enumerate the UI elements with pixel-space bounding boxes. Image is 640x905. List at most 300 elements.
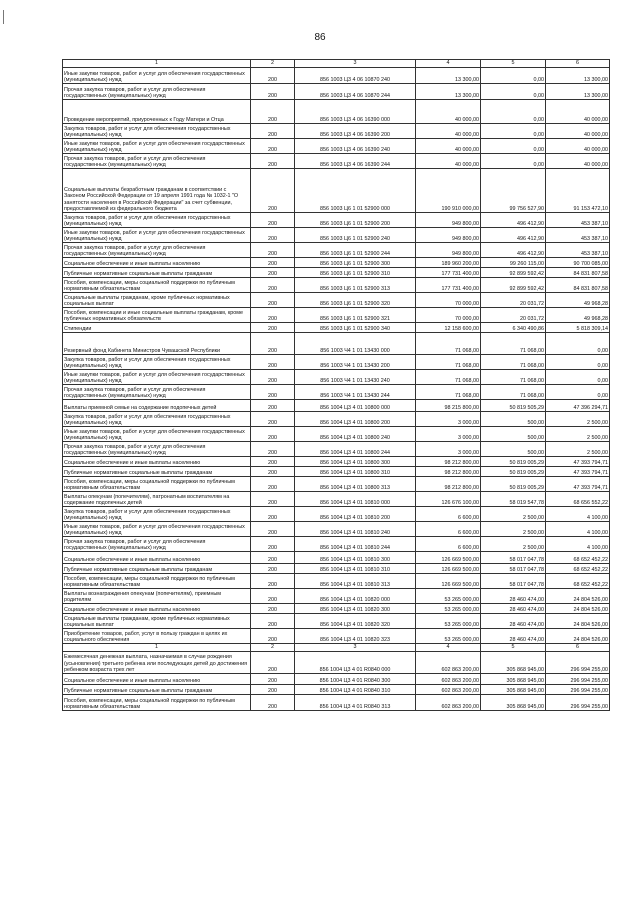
row-executed: 99 260 115,00 xyxy=(481,258,546,268)
row-approved: 53 265 000,00 xyxy=(416,604,481,614)
row-unexecuted: 24 804 526,00 xyxy=(546,629,610,644)
row-approved: 126 676 100,00 xyxy=(416,492,481,507)
row-classification: 856 1004 Ц3 4 01 10800 000 xyxy=(295,400,416,412)
table-row xyxy=(63,370,610,385)
row-executed: 58 019 547,78 xyxy=(481,492,546,507)
row-code: 200 xyxy=(251,507,295,522)
row-code: 200 xyxy=(251,674,295,685)
row-classification: 856 1004 Ц3 4 01 10810 310 xyxy=(295,564,416,574)
row-executed: 71 068,00 xyxy=(481,385,546,400)
row-approved: 53 265 000,00 xyxy=(416,629,481,644)
row-approved: 190 910 000,00 xyxy=(416,169,481,213)
row-executed: 0,00 xyxy=(481,154,546,169)
row-unexecuted: 0,00 xyxy=(546,385,610,400)
table-row xyxy=(63,355,610,370)
header-cell: 4 xyxy=(416,60,481,68)
row-code: 200 xyxy=(251,355,295,370)
table-row xyxy=(63,537,610,552)
row-code: 200 xyxy=(251,278,295,293)
table-row xyxy=(63,492,610,507)
row-executed: 305 868 945,00 xyxy=(481,695,546,711)
row-executed: 99 756 527,90 xyxy=(481,169,546,213)
row-approved: 949 800,00 xyxy=(416,243,481,258)
row-name: Ежемесячная денежная выплата, назначаемая в случае рождения (усыновления) третьего ребенка или последующих детей до достижения ребенком возраста трех лет xyxy=(63,652,251,674)
row-name: Социальное обеспечение и иные выплаты населению xyxy=(63,552,251,564)
row-name: Публичные нормативные социальные выплаты гражданам xyxy=(63,564,251,574)
row-code: 200 xyxy=(251,370,295,385)
table-row xyxy=(63,385,610,400)
row-code: 200 xyxy=(251,268,295,278)
table-row xyxy=(63,228,610,243)
row-classification: 856 1003 Ц6 1 01 52900 310 xyxy=(295,268,416,278)
table-row xyxy=(63,308,610,323)
row-code: 200 xyxy=(251,492,295,507)
row-classification: 856 1003 Ц6 1 01 52900 300 xyxy=(295,258,416,268)
table-row xyxy=(63,84,610,100)
row-unexecuted: 4 100,00 xyxy=(546,522,610,537)
row-unexecuted: 68 656 552,22 xyxy=(546,492,610,507)
table-row xyxy=(63,278,610,293)
row-code: 200 xyxy=(251,228,295,243)
table-row xyxy=(63,695,610,711)
row-executed: 0,00 xyxy=(481,124,546,139)
row-approved: 949 800,00 xyxy=(416,228,481,243)
row-approved: 40 000,00 xyxy=(416,154,481,169)
row-unexecuted: 47 396 294,71 xyxy=(546,400,610,412)
row-unexecuted: 296 994 255,00 xyxy=(546,652,610,674)
row-classification: 856 1004 Ц3 4 01 10820 300 xyxy=(295,604,416,614)
table-row xyxy=(63,293,610,308)
row-approved: 3 000,00 xyxy=(416,442,481,457)
row-unexecuted: 47 393 794,71 xyxy=(546,457,610,467)
table-row xyxy=(63,68,610,84)
row-unexecuted: 68 652 452,22 xyxy=(546,552,610,564)
row-approved: 3 000,00 xyxy=(416,427,481,442)
row-approved: 98 215 800,00 xyxy=(416,400,481,412)
row-unexecuted: 40 000,00 xyxy=(546,154,610,169)
table-row xyxy=(63,154,610,169)
row-unexecuted: 2 500,00 xyxy=(546,427,610,442)
row-executed: 28 460 474,00 xyxy=(481,614,546,629)
row-code: 200 xyxy=(251,385,295,400)
row-code: 200 xyxy=(251,604,295,614)
row-approved: 40 000,00 xyxy=(416,100,481,124)
table-row xyxy=(63,333,610,355)
row-approved: 602 863 200,00 xyxy=(416,652,481,674)
row-classification: 856 1003 Ц6 1 01 52900 240 xyxy=(295,228,416,243)
row-classification: 856 1003 Ц3 4 06 16390 244 xyxy=(295,154,416,169)
row-code: 200 xyxy=(251,243,295,258)
header-cell: 5 xyxy=(481,60,546,68)
row-approved: 40 000,00 xyxy=(416,139,481,154)
row-name: Иные закупки товаров, работ и услуг для обеспечения государственных (муниципальных) нужд xyxy=(63,68,251,84)
row-unexecuted: 40 000,00 xyxy=(546,124,610,139)
row-name: Закупка товаров, работ и услуг для обеспечения государственных (муниципальных) нужд xyxy=(63,213,251,228)
row-unexecuted: 2 500,00 xyxy=(546,442,610,457)
row-name: Социальное обеспечение и иные выплаты населению xyxy=(63,457,251,467)
row-code: 200 xyxy=(251,323,295,333)
row-code: 200 xyxy=(251,442,295,457)
row-classification: 856 1003 Ц6 1 01 52900 320 xyxy=(295,293,416,308)
row-approved: 602 863 200,00 xyxy=(416,685,481,695)
row-unexecuted: 47 393 794,71 xyxy=(546,467,610,477)
row-classification: 856 1004 Ц3 4 01 10800 200 xyxy=(295,412,416,427)
row-classification: 856 1003 Ч4 1 01 13430 200 xyxy=(295,355,416,370)
row-classification: 856 1003 Ц6 1 01 52900 313 xyxy=(295,278,416,293)
table-row xyxy=(63,522,610,537)
table-row xyxy=(63,427,610,442)
row-name: Прочая закупка товаров, работ и услуг для обеспечения государственных (муниципальных) нужд xyxy=(63,537,251,552)
row-code: 200 xyxy=(251,258,295,268)
page-number: 86 xyxy=(314,32,326,43)
row-unexecuted: 5 818 309,14 xyxy=(546,323,610,333)
table-row xyxy=(63,124,610,139)
column-number-header-repeat xyxy=(63,644,610,652)
row-unexecuted: 13 300,00 xyxy=(546,68,610,84)
row-unexecuted: 49 968,28 xyxy=(546,293,610,308)
row-name: Пособия, компенсации, меры социальной поддержки по публичным нормативным обязательствам xyxy=(63,278,251,293)
row-name: Пособия, компенсации и иные социальные выплаты гражданам, кроме публичных нормативных обязательств xyxy=(63,308,251,323)
row-classification: 856 1004 Ц3 4 01 10810 000 xyxy=(295,492,416,507)
row-classification: 856 1004 Ц3 4 01 10810 300 xyxy=(295,552,416,564)
row-executed: 50 819 005,29 xyxy=(481,467,546,477)
row-name: Социальные выплаты гражданам, кроме публичных нормативных социальных выплат xyxy=(63,293,251,308)
row-name: Публичные нормативные социальные выплаты гражданам xyxy=(63,467,251,477)
header-cell: 2 xyxy=(251,644,295,652)
row-code: 200 xyxy=(251,169,295,213)
row-approved: 602 863 200,00 xyxy=(416,695,481,711)
row-classification: 856 1004 Ц3 4 01 10820 000 xyxy=(295,589,416,604)
row-approved: 12 158 600,00 xyxy=(416,323,481,333)
budget-table xyxy=(62,59,610,711)
row-code: 200 xyxy=(251,100,295,124)
row-name: Пособия, компенсации, меры социальной поддержки по публичным нормативным обязательствам xyxy=(63,574,251,589)
row-classification: 856 1003 Ц6 1 01 52900 200 xyxy=(295,213,416,228)
row-unexecuted: 24 804 526,00 xyxy=(546,589,610,604)
row-executed: 496 412,90 xyxy=(481,243,546,258)
row-unexecuted: 49 968,28 xyxy=(546,308,610,323)
table-row xyxy=(63,674,610,685)
row-approved: 71 068,00 xyxy=(416,355,481,370)
row-classification: 856 1004 Ц3 4 01 R0840 300 xyxy=(295,674,416,685)
row-unexecuted: 47 393 794,71 xyxy=(546,477,610,492)
row-unexecuted: 0,00 xyxy=(546,333,610,355)
row-executed: 2 500,00 xyxy=(481,522,546,537)
row-approved: 70 000,00 xyxy=(416,293,481,308)
header-cell: 6 xyxy=(546,644,610,652)
row-approved: 98 212 800,00 xyxy=(416,477,481,492)
row-classification: 856 1003 Ц3 4 06 16390 000 xyxy=(295,100,416,124)
row-classification: 856 1003 Ц3 4 06 10870 240 xyxy=(295,68,416,84)
row-unexecuted: 0,00 xyxy=(546,370,610,385)
row-executed: 0,00 xyxy=(481,100,546,124)
row-code: 200 xyxy=(251,552,295,564)
row-name: Выплаты опекунам (попечителям), патронатным воспитателям на содержание подопечных детей xyxy=(63,492,251,507)
row-unexecuted: 453 387,10 xyxy=(546,213,610,228)
row-classification: 856 1004 Ц3 4 01 R0840 000 xyxy=(295,652,416,674)
row-approved: 53 265 000,00 xyxy=(416,589,481,604)
row-unexecuted: 40 000,00 xyxy=(546,100,610,124)
row-approved: 177 731 400,00 xyxy=(416,268,481,278)
row-classification: 856 1004 Ц3 4 01 10810 200 xyxy=(295,507,416,522)
table-row xyxy=(63,268,610,278)
row-code: 200 xyxy=(251,629,295,644)
row-executed: 500,00 xyxy=(481,412,546,427)
row-approved: 6 600,00 xyxy=(416,537,481,552)
table-row xyxy=(63,477,610,492)
row-code: 200 xyxy=(251,467,295,477)
header-cell: 2 xyxy=(251,60,295,68)
row-unexecuted: 68 652 452,22 xyxy=(546,574,610,589)
row-unexecuted: 68 652 452,22 xyxy=(546,564,610,574)
row-approved: 126 669 500,00 xyxy=(416,564,481,574)
row-approved: 6 600,00 xyxy=(416,507,481,522)
row-unexecuted: 296 994 255,00 xyxy=(546,695,610,711)
row-code: 200 xyxy=(251,695,295,711)
row-executed: 305 868 945,00 xyxy=(481,652,546,674)
row-classification: 856 1004 Ц3 4 01 R0840 310 xyxy=(295,685,416,695)
row-executed: 305 868 945,00 xyxy=(481,685,546,695)
row-approved: 189 960 200,00 xyxy=(416,258,481,268)
row-approved: 13 300,00 xyxy=(416,68,481,84)
header-cell: 1 xyxy=(63,60,251,68)
table-row xyxy=(63,169,610,213)
row-executed: 50 819 005,29 xyxy=(481,457,546,467)
row-unexecuted: 24 804 526,00 xyxy=(546,604,610,614)
row-classification: 856 1004 Ц3 4 01 10820 323 xyxy=(295,629,416,644)
row-code: 200 xyxy=(251,84,295,100)
row-classification: 856 1004 Ц3 4 01 10800 244 xyxy=(295,442,416,457)
table-row xyxy=(63,507,610,522)
row-code: 200 xyxy=(251,293,295,308)
row-approved: 71 068,00 xyxy=(416,333,481,355)
row-name: Стипендии xyxy=(63,323,251,333)
table-row xyxy=(63,614,610,629)
row-code: 200 xyxy=(251,564,295,574)
row-name: Пособия, компенсации, меры социальной поддержки по публичным нормативным обязательствам xyxy=(63,477,251,492)
row-executed: 305 868 945,00 xyxy=(481,674,546,685)
row-code: 200 xyxy=(251,537,295,552)
row-executed: 28 460 474,00 xyxy=(481,604,546,614)
row-code: 200 xyxy=(251,522,295,537)
row-executed: 500,00 xyxy=(481,442,546,457)
row-name: Закупка товаров, работ и услуг для обеспечения государственных (муниципальных) нужд xyxy=(63,507,251,522)
table-row xyxy=(63,139,610,154)
table-row xyxy=(63,629,610,644)
row-approved: 126 669 500,00 xyxy=(416,552,481,564)
row-code: 200 xyxy=(251,68,295,84)
row-classification: 856 1004 Ц3 4 01 10810 240 xyxy=(295,522,416,537)
row-executed: 92 899 592,42 xyxy=(481,278,546,293)
row-unexecuted: 296 994 255,00 xyxy=(546,685,610,695)
header-cell: 5 xyxy=(481,644,546,652)
row-code: 200 xyxy=(251,685,295,695)
row-name: Проведение мероприятий, приуроченных к Году Матери и Отца xyxy=(63,100,251,124)
row-classification: 856 1004 Ц3 4 01 10820 320 xyxy=(295,614,416,629)
row-code: 200 xyxy=(251,614,295,629)
row-unexecuted: 2 500,00 xyxy=(546,412,610,427)
row-approved: 949 800,00 xyxy=(416,213,481,228)
row-approved: 71 068,00 xyxy=(416,385,481,400)
table-row xyxy=(63,589,610,604)
row-executed: 6 340 490,86 xyxy=(481,323,546,333)
row-name: Закупка товаров, работ и услуг для обеспечения государственных (муниципальных) нужд xyxy=(63,124,251,139)
row-classification: 856 1003 Ц3 4 06 16390 240 xyxy=(295,139,416,154)
row-name: Приобретение товаров, работ, услуг в пользу граждан в целях их социального обеспечения xyxy=(63,629,251,644)
row-code: 200 xyxy=(251,154,295,169)
row-approved: 177 731 400,00 xyxy=(416,278,481,293)
row-name: Прочая закупка товаров, работ и услуг для обеспечения государственных (муниципальных) нужд xyxy=(63,84,251,100)
table-row xyxy=(63,100,610,124)
row-code: 200 xyxy=(251,124,295,139)
row-classification: 856 1003 Ц6 1 01 52900 321 xyxy=(295,308,416,323)
row-unexecuted: 84 831 807,58 xyxy=(546,268,610,278)
row-name: Иные закупки товаров, работ и услуг для обеспечения государственных (муниципальных) нужд xyxy=(63,427,251,442)
row-executed: 71 068,00 xyxy=(481,370,546,385)
table-row xyxy=(63,552,610,564)
row-code: 200 xyxy=(251,574,295,589)
row-classification: 856 1003 Ц3 4 06 10870 244 xyxy=(295,84,416,100)
row-classification: 856 1003 Ц6 1 01 52900 244 xyxy=(295,243,416,258)
row-executed: 496 412,90 xyxy=(481,213,546,228)
row-executed: 92 899 592,42 xyxy=(481,268,546,278)
row-classification: 856 1003 Ч4 1 01 13430 244 xyxy=(295,385,416,400)
row-name: Социальные выплаты безработным гражданам в соответствии с Законом Российской Федерации от 19 апреля 1991 года № 1032-1 "О занятости населения в Российской Федерации" за счет субвенции, предоставляемой из федерального бюджета xyxy=(63,169,251,213)
row-name: Публичные нормативные социальные выплаты гражданам xyxy=(63,685,251,695)
table-row xyxy=(63,685,610,695)
row-name: Прочая закупка товаров, работ и услуг для обеспечения государственных (муниципальных) нужд xyxy=(63,385,251,400)
column-number-header xyxy=(63,60,610,68)
row-unexecuted: 4 100,00 xyxy=(546,537,610,552)
row-name: Социальные выплаты гражданам, кроме публичных нормативных социальных выплат xyxy=(63,614,251,629)
row-code: 200 xyxy=(251,213,295,228)
row-name: Публичные нормативные социальные выплаты гражданам xyxy=(63,268,251,278)
row-executed: 0,00 xyxy=(481,68,546,84)
table-row xyxy=(63,574,610,589)
row-name: Иные закупки товаров, работ и услуг для обеспечения государственных (муниципальных) нужд xyxy=(63,522,251,537)
row-unexecuted: 90 700 085,00 xyxy=(546,258,610,268)
row-approved: 98 212 800,00 xyxy=(416,457,481,467)
row-executed: 0,00 xyxy=(481,84,546,100)
table-row xyxy=(63,652,610,674)
header-cell: 4 xyxy=(416,644,481,652)
row-unexecuted: 84 831 807,58 xyxy=(546,278,610,293)
row-name: Иные закупки товаров, работ и услуг для обеспечения государственных (муниципальных) нужд xyxy=(63,139,251,154)
row-approved: 71 068,00 xyxy=(416,370,481,385)
table-row xyxy=(63,400,610,412)
row-code: 200 xyxy=(251,400,295,412)
row-unexecuted: 4 100,00 xyxy=(546,507,610,522)
row-unexecuted: 453 387,10 xyxy=(546,243,610,258)
header-cell: 3 xyxy=(295,644,416,652)
row-code: 200 xyxy=(251,477,295,492)
table-row xyxy=(63,258,610,268)
row-name: Закупка товаров, работ и услуг для обеспечения государственных (муниципальных) нужд xyxy=(63,355,251,370)
row-approved: 53 265 000,00 xyxy=(416,614,481,629)
table-row xyxy=(63,604,610,614)
row-code: 200 xyxy=(251,412,295,427)
row-executed: 71 068,00 xyxy=(481,333,546,355)
row-executed: 0,00 xyxy=(481,139,546,154)
row-name: Прочая закупка товаров, работ и услуг для обеспечения государственных (муниципальных) нужд xyxy=(63,243,251,258)
row-code: 200 xyxy=(251,589,295,604)
row-name: Прочая закупка товаров, работ и услуг для обеспечения государственных (муниципальных) нужд xyxy=(63,154,251,169)
row-name: Выплаты приемной семье на содержание подопечных детей xyxy=(63,400,251,412)
row-code: 200 xyxy=(251,457,295,467)
row-classification: 856 1003 Ц3 4 06 16390 200 xyxy=(295,124,416,139)
row-approved: 3 000,00 xyxy=(416,412,481,427)
table-row xyxy=(63,323,610,333)
row-name: Пособия, компенсации, меры социальной поддержки по публичным нормативным обязательствам xyxy=(63,695,251,711)
row-name: Социальное обеспечение и иные выплаты населению xyxy=(63,258,251,268)
row-classification: 856 1004 Ц3 4 01 10810 244 xyxy=(295,537,416,552)
row-approved: 602 863 200,00 xyxy=(416,674,481,685)
row-approved: 40 000,00 xyxy=(416,124,481,139)
header-cell: 3 xyxy=(295,60,416,68)
row-code: 200 xyxy=(251,652,295,674)
row-unexecuted: 91 153 472,10 xyxy=(546,169,610,213)
row-classification: 856 1003 Ц6 1 01 52900 340 xyxy=(295,323,416,333)
row-name: Социальное обеспечение и иные выплаты населению xyxy=(63,604,251,614)
row-executed: 2 500,00 xyxy=(481,507,546,522)
table-row xyxy=(63,213,610,228)
row-executed: 500,00 xyxy=(481,427,546,442)
row-classification: 856 1004 Ц3 4 01 10800 300 xyxy=(295,457,416,467)
row-name: Закупка товаров, работ и услуг для обеспечения государственных (муниципальных) нужд xyxy=(63,412,251,427)
row-executed: 58 017 047,78 xyxy=(481,552,546,564)
row-classification: 856 1004 Ц3 4 01 10800 240 xyxy=(295,427,416,442)
row-executed: 71 068,00 xyxy=(481,355,546,370)
row-classification: 856 1003 Ч4 1 01 13430 240 xyxy=(295,370,416,385)
row-approved: 70 000,00 xyxy=(416,308,481,323)
row-unexecuted: 453 387,10 xyxy=(546,228,610,243)
row-name: Социальное обеспечение и иные выплаты населению xyxy=(63,674,251,685)
row-executed: 28 460 474,00 xyxy=(481,629,546,644)
row-executed: 50 819 505,29 xyxy=(481,400,546,412)
table-row xyxy=(63,442,610,457)
table-row xyxy=(63,412,610,427)
margin-mark xyxy=(3,10,4,24)
row-code: 200 xyxy=(251,308,295,323)
row-classification: 856 1004 Ц3 4 01 10800 313 xyxy=(295,477,416,492)
row-name: Прочая закупка товаров, работ и услуг для обеспечения государственных (муниципальных) нужд xyxy=(63,442,251,457)
row-classification: 856 1003 Ч4 1 01 13430 000 xyxy=(295,333,416,355)
row-unexecuted: 13 300,00 xyxy=(546,84,610,100)
row-classification: 856 1003 Ц6 1 01 52900 000 xyxy=(295,169,416,213)
row-name: Иные закупки товаров, работ и услуг для обеспечения государственных (муниципальных) нужд xyxy=(63,370,251,385)
row-code: 200 xyxy=(251,333,295,355)
row-name: Иные закупки товаров, работ и услуг для обеспечения государственных (муниципальных) нужд xyxy=(63,228,251,243)
row-classification: 856 1004 Ц3 4 01 R0840 313 xyxy=(295,695,416,711)
row-executed: 496 412,90 xyxy=(481,228,546,243)
row-approved: 6 600,00 xyxy=(416,522,481,537)
table-row xyxy=(63,564,610,574)
row-approved: 98 212 800,00 xyxy=(416,467,481,477)
table-row xyxy=(63,243,610,258)
row-unexecuted: 24 804 526,00 xyxy=(546,614,610,629)
header-cell: 1 xyxy=(63,644,251,652)
row-classification: 856 1004 Ц3 4 01 10810 313 xyxy=(295,574,416,589)
table-row xyxy=(63,467,610,477)
row-name: Резервный фонд Кабинета Министров Чувашской Республики xyxy=(63,333,251,355)
row-executed: 28 460 474,00 xyxy=(481,589,546,604)
table-row xyxy=(63,457,610,467)
row-name: Выплаты вознаграждения опекунам (попечителям), приемным родителям xyxy=(63,589,251,604)
row-unexecuted: 40 000,00 xyxy=(546,139,610,154)
row-approved: 13 300,00 xyxy=(416,84,481,100)
row-executed: 20 031,72 xyxy=(481,293,546,308)
row-approved: 126 669 500,00 xyxy=(416,574,481,589)
